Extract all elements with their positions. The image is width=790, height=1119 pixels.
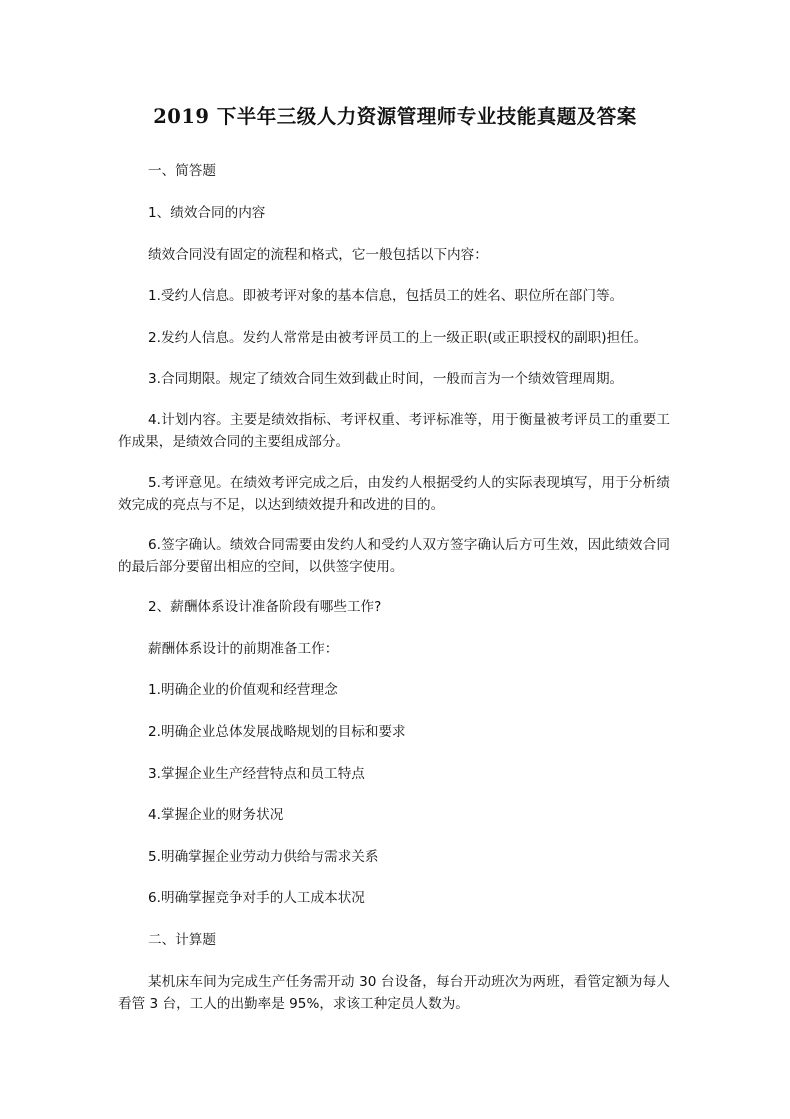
question-1-item-1: 1.受约人信息。即被考评对象的基本信息，包括员工的姓名、职位所在部门等。 bbox=[148, 288, 624, 304]
question-1-item-2: 2.发约人信息。发约人常常是由被考评员工的上一级正职(或正职授权的副职)担任。 bbox=[148, 330, 648, 346]
section-heading-short-answer: 一、简答题 bbox=[148, 163, 216, 179]
question-1-item-4: 4.计划内容。主要是绩效指标、考评权重、考评标准等，用于衡量被考评员工的重要工作成果，是绩效合同的主要组成部分。 bbox=[118, 412, 670, 450]
question-1-heading: 1、绩效合同的内容 bbox=[148, 205, 266, 221]
question-2-item-6: 6.明确掌握竞争对手的人工成本状况 bbox=[148, 890, 365, 906]
question-2-heading: 2、薪酬体系设计准备阶段有哪些工作? bbox=[148, 599, 382, 615]
question-2-item-4: 4.掌握企业的财务状况 bbox=[148, 807, 284, 823]
question-1-intro: 绩效合同没有固定的流程和格式，它一般包括以下内容： bbox=[148, 247, 488, 263]
question-1-item-3: 3.合同期限。规定了绩效合同生效到截止时间，一般而言为一个绩效管理周期。 bbox=[148, 371, 624, 387]
question-1-item-5: 5.考评意见。在绩效考评完成之后，由发约人根据受约人的实际表现填写，用于分析绩效完成的亮点与不足，以达到绩效提升和改进的目的。 bbox=[118, 475, 670, 513]
question-2-item-2: 2.明确企业总体发展战略规划的目标和要求 bbox=[148, 724, 406, 740]
question-1-item-6: 6.签字确认。绩效合同需要由发约人和受约人双方签字确认后方可生效，因此绩效合同的最后部分要留出相应的空间，以供签字使用。 bbox=[118, 537, 670, 575]
question-2-intro: 薪酬体系设计的前期准备工作： bbox=[148, 641, 339, 657]
calculation-problem: 某机床车间为完成生产任务需开动 30 台设备，每台开动班次为两班，看管定额为每人看管 3 台，工人的出勤率是 95%，求该工种定员人数为。 bbox=[118, 974, 670, 1012]
section-heading-calculation: 二、计算题 bbox=[148, 932, 216, 948]
document-title: 2019 下半年三级人力资源管理师专业技能真题及答案 bbox=[153, 105, 637, 128]
question-2-item-5: 5.明确掌握企业劳动力供给与需求关系 bbox=[148, 849, 379, 865]
question-2-item-3: 3.掌握企业生产经营特点和员工特点 bbox=[148, 766, 365, 782]
question-2-item-1: 1.明确企业的价值观和经营理念 bbox=[148, 682, 338, 698]
